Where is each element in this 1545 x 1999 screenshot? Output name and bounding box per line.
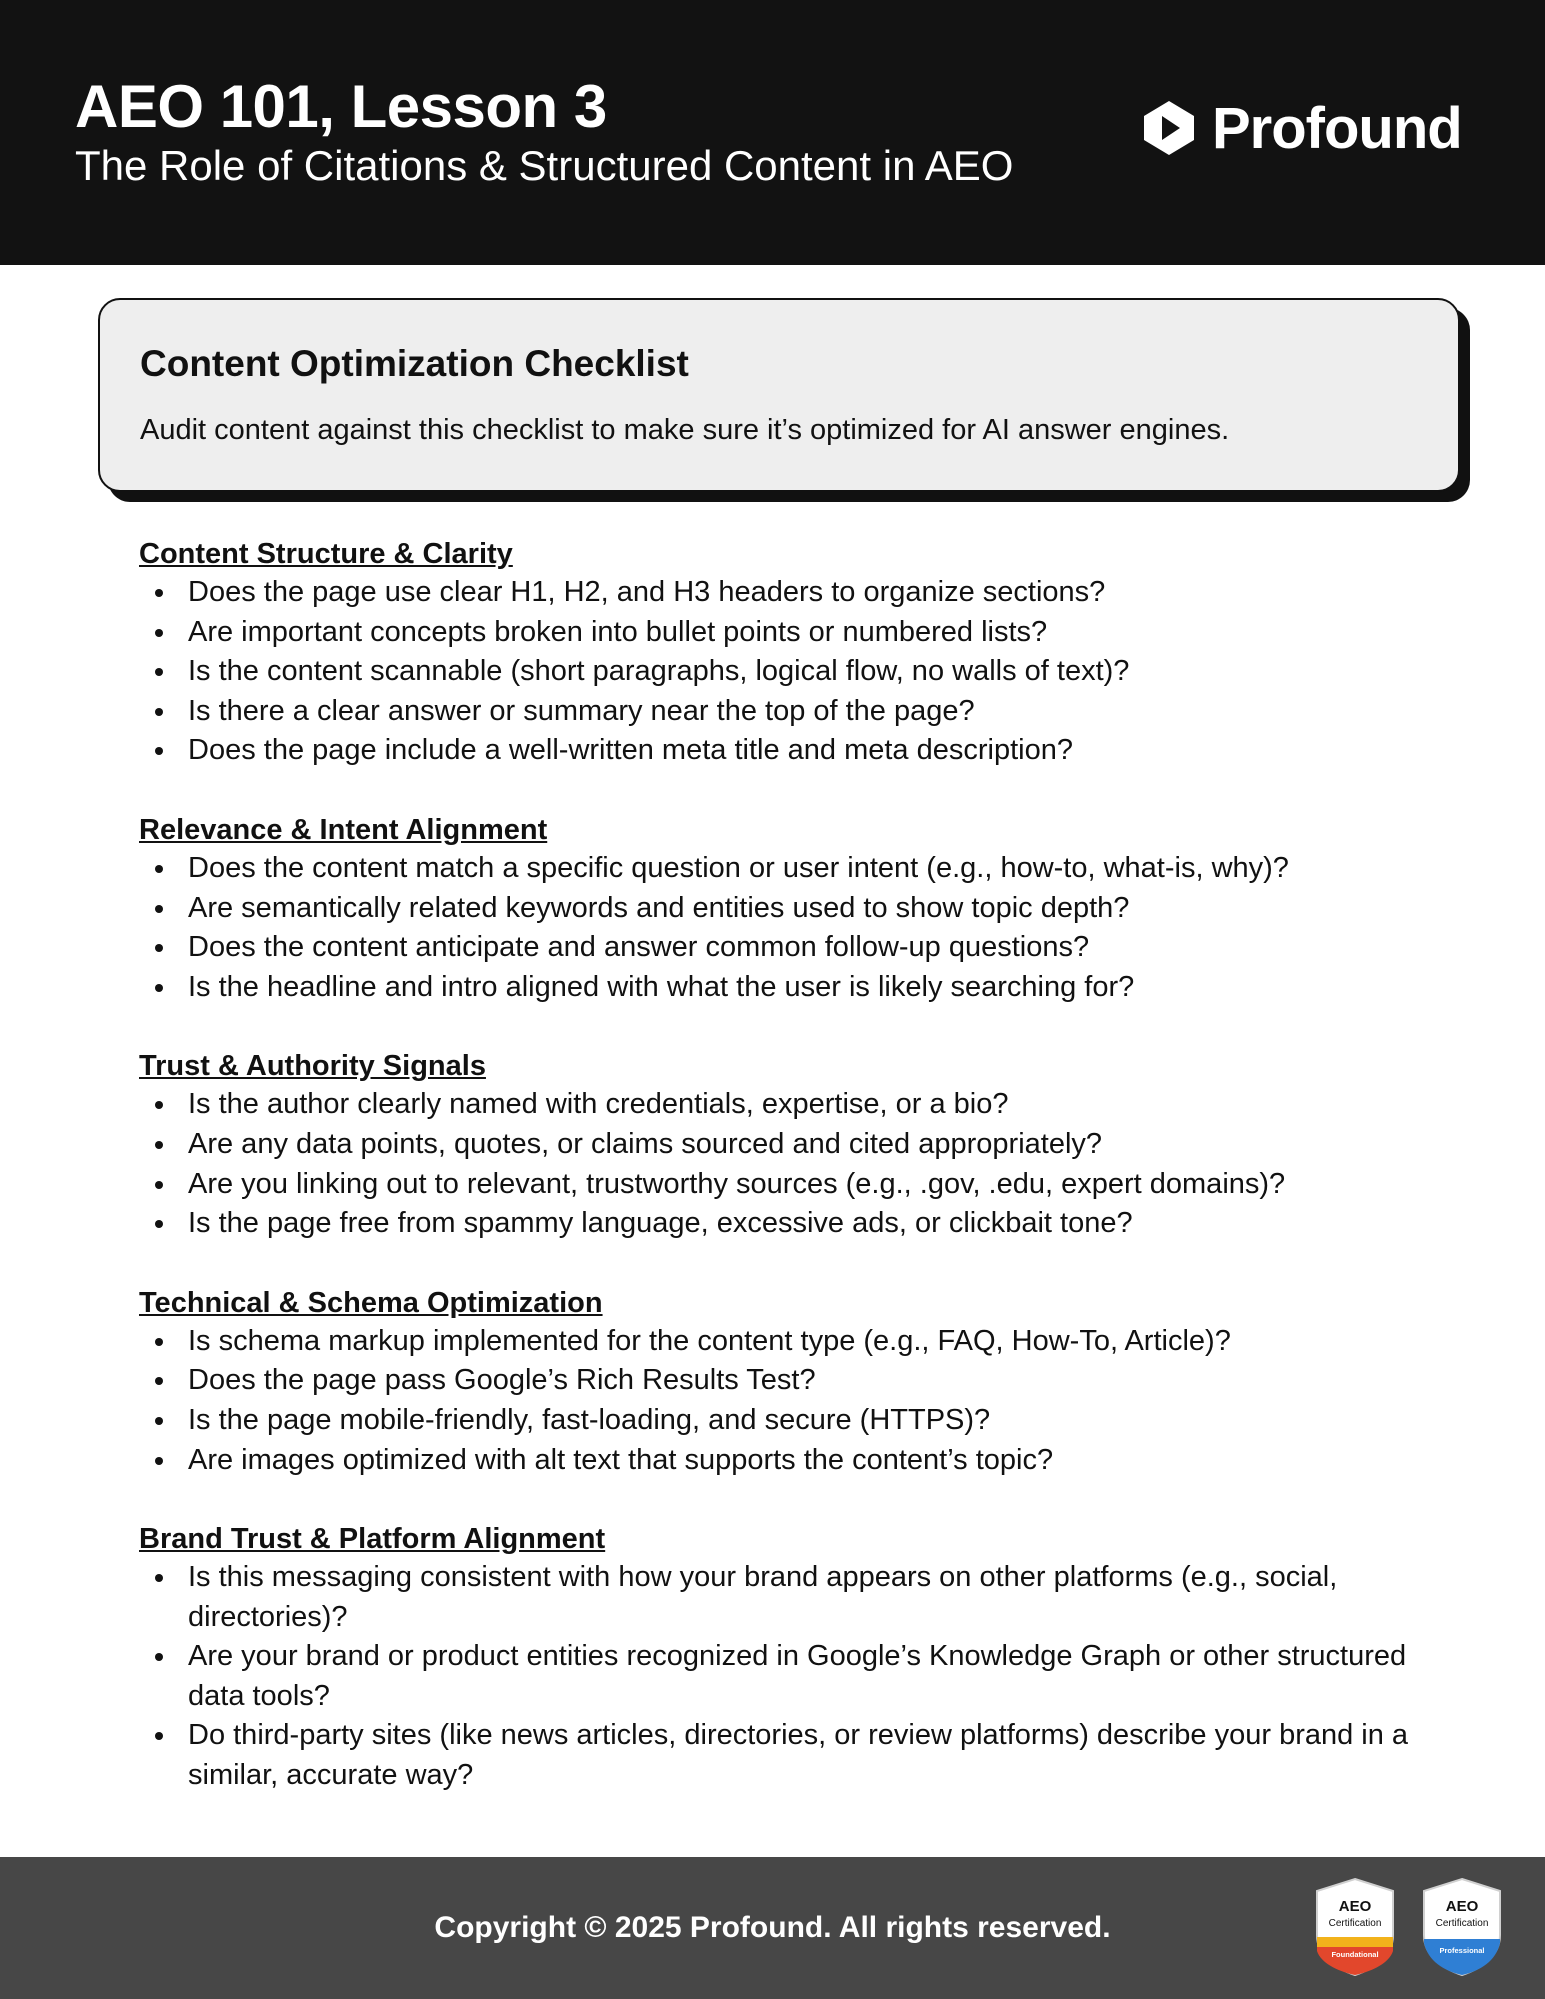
section-trust-authority: [139, 1047, 1439, 1243]
badge-level: Foundational: [1331, 1950, 1379, 1959]
copyright-text: Copyright © 2025 Profound. All rights reserved.: [434, 1911, 1111, 1944]
section-brand-trust: [139, 1520, 1439, 1796]
badge-level: Professional: [1439, 1946, 1485, 1955]
checklist-item: Do third-party sites (like news articles, directories, or review platforms) describe your brand in a similar, accurate way?: [139, 1716, 1439, 1795]
badge-line2: Certification: [1328, 1918, 1382, 1929]
checklist: [139, 1322, 1439, 1480]
section-technical-schema: [139, 1284, 1439, 1480]
checklist: [139, 849, 1439, 1007]
checklist-item: Are any data points, quotes, or claims sourced and cited appropriately?: [139, 1125, 1439, 1165]
checklist: [139, 573, 1439, 771]
checklist: [139, 1558, 1439, 1796]
checklist-item: Are important concepts broken into bullet points or numbered lists?: [139, 613, 1439, 653]
callout-title: Content Optimization Checklist: [140, 343, 689, 384]
checklist-item: Does the content anticipate and answer common follow-up questions?: [139, 928, 1439, 968]
checklist-item: Does the page pass Google’s Rich Results Test?: [139, 1361, 1439, 1401]
profound-logo: [1140, 96, 1462, 160]
checklist-item: Is the page mobile-friendly, fast-loading, and secure (HTTPS)?: [139, 1401, 1439, 1441]
brand-name: Profound: [1212, 95, 1462, 161]
checklist-item: Does the page include a well-written meta title and meta description?: [139, 731, 1439, 771]
checklist-item: Are images optimized with alt text that supports the content’s topic?: [139, 1441, 1439, 1481]
section-content-structure: [139, 535, 1439, 771]
section-heading: Brand Trust & Platform Alignment: [139, 1523, 606, 1556]
checklist-item: Are you linking out to relevant, trustworthy sources (e.g., .gov, .edu, expert domains)?: [139, 1165, 1439, 1205]
checklist: [139, 1085, 1439, 1243]
callout-description: Audit content against this checklist to make sure it’s optimized for AI answer engines.: [140, 414, 1230, 446]
checklist-callout: [98, 298, 1460, 492]
section-heading: Trust & Authority Signals: [139, 1050, 486, 1083]
lesson-title: AEO 101, Lesson 3: [75, 73, 607, 140]
foundational-badge-icon: [1313, 1877, 1397, 1977]
checklist-item: Is there a clear answer or summary near the top of the page?: [139, 692, 1439, 732]
checklist-item: Does the page use clear H1, H2, and H3 headers to organize sections?: [139, 573, 1439, 613]
badge-line2: Certification: [1435, 1918, 1489, 1929]
checklist-item: Is schema markup implemented for the content type (e.g., FAQ, How-To, Article)?: [139, 1322, 1439, 1362]
badge-line1: AEO: [1338, 1898, 1372, 1915]
checklist-item: Is the content scannable (short paragraphs, logical flow, no walls of text)?: [139, 652, 1439, 692]
lesson-subtitle: The Role of Citations & Structured Content in AEO: [75, 142, 1014, 189]
checklist-item: Is this messaging consistent with how your brand appears on other platforms (e.g., social, directories)?: [139, 1558, 1439, 1637]
section-heading: Content Structure & Clarity: [139, 538, 513, 570]
checklist-item: Is the page free from spammy language, excessive ads, or clickbait tone?: [139, 1204, 1439, 1244]
page-header: [0, 0, 1545, 265]
checklist-item: Is the author clearly named with credentials, expertise, or a bio?: [139, 1085, 1439, 1125]
checklist-item: Are semantically related keywords and entities used to show topic depth?: [139, 889, 1439, 929]
profound-logo-icon: [1140, 99, 1198, 157]
page-footer: [0, 1857, 1545, 1999]
section-relevance-intent: [139, 811, 1439, 1007]
checklist-item: Does the content match a specific question or user intent (e.g., how-to, what-is, why)?: [139, 849, 1439, 889]
section-heading: Relevance & Intent Alignment: [139, 813, 548, 846]
section-heading: Technical & Schema Optimization: [139, 1286, 603, 1319]
checklist-item: Is the headline and intro aligned with what the user is likely searching for?: [139, 968, 1439, 1008]
checklist-content: [139, 535, 1439, 1836]
badge-line1: AEO: [1445, 1898, 1479, 1915]
professional-badge-icon: [1420, 1877, 1504, 1977]
checklist-item: Are your brand or product entities recognized in Google’s Knowledge Graph or other structured data tools?: [139, 1637, 1439, 1716]
